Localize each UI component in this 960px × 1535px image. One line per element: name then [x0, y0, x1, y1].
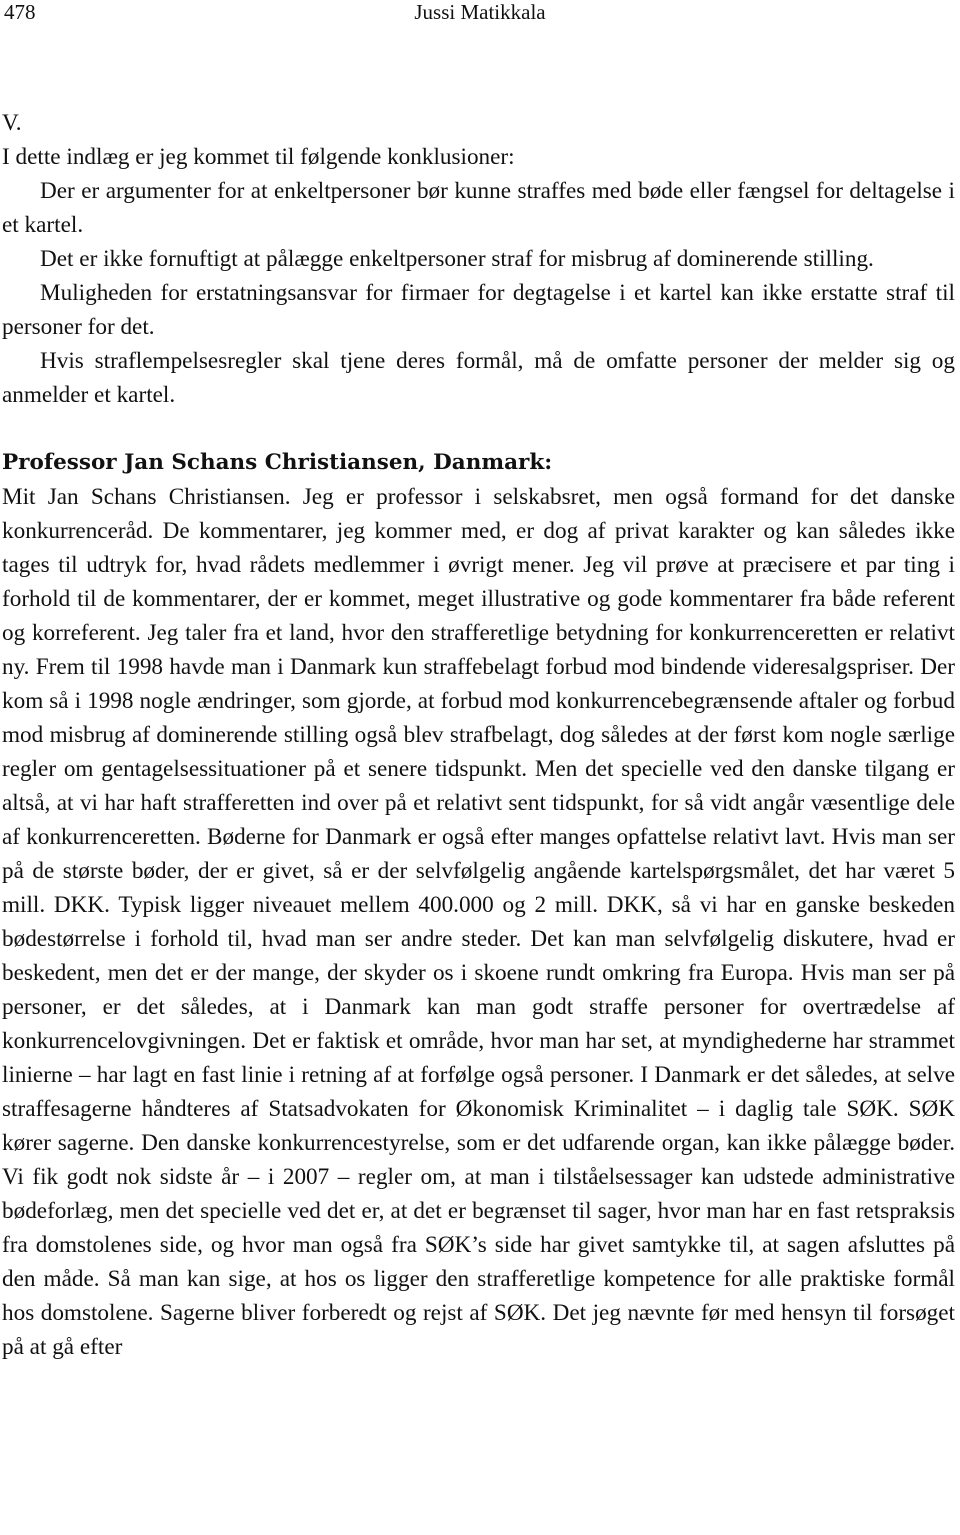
conclusion-paragraph: Det er ikke fornuftigt at pålægge enkeltpersoner straf for misbrug af dominerende stilling. — [40, 246, 874, 272]
running-header-author: Jussi Matikkala — [414, 0, 546, 24]
section-number: V. — [2, 110, 22, 136]
page-body — [2, 106, 955, 1364]
section-intro: I dette indlæg er jeg kommet til følgende konklusioner: — [2, 144, 515, 170]
conclusion-paragraph: Muligheden for erstatningsansvar for firmaer for degtagelse i et kartel kan ikke erstatte straf til personer for det. — [2, 280, 955, 340]
conclusion-paragraph: Der er argumenter for at enkeltpersoner bør kunne straffes med bøde eller fængsel for deltagelse i et kartel. — [2, 178, 955, 238]
running-header — [0, 0, 960, 30]
speaker-statement: Mit Jan Schans Christiansen. Jeg er professor i selskabsret, men også formand for det danske konkurrenceråd. De kommentarer, jeg kommer med, er dog af privat karakter og kan således ikke tages til udtryk for, hvad rådets medlemmer i øvrigt mener. Jeg vil prøve at præcisere et par ting i forhold til de kommentarer, der er kommet, meget illustrative og gode kommentarer fra både referent og korreferent. Jeg taler fra et land, hvor den strafferetlige betydning for konkurrenceretten er relativt ny. Frem til 1998 havde man i Danmark kun straffebelagt forbud mod bindende videresalgspriser. Der kom så i 1998 nogle ændringer, som gjorde, at forbud mod konkurrencebegrænsende aftaler og forbud mod misbrug af dominerende stilling også blev strafbelagt, dog således at der først kom nogle særlige regler om gentagelsessituationer på et senere tidspunkt. Men det specielle ved den danske tilgang er altså, at vi har haft strafferetten ind over på et relativt sent tidspunkt, for så vidt angår væsentlige dele af konkurrenceretten. Bøderne for Danmark er også efter manges opfattelse relativt lavt. Hvis man ser på de største bøder, der er givet, så er der selvfølgelig angående kartelspørgsmålet, det har været 5 mill. DKK. Typisk ligger niveauet mellem 400.000 og 2 mill. DKK, så vi har en ganske beskeden bødestørrelse i forhold til, hvad man ser andre steder. Det kan man selvfølgelig diskutere, hvad er beskedent, men det er der mange, der skyder os i skoene rundt omkring fra Europa. Hvis man ser på personer, er det således, at i Danmark kan man godt straffe personer for overtrædelse af konkurrencelovgivningen. Det er faktisk et område, hvor man har set, at myndighederne har strammet linierne – har lagt en fast linie i retning af at forfølge også personer. I Danmark er det således, at selve straffesagerne håndteres af Statsadvokaten for Økonomisk Kriminalitet – i daglig tale SØK. SØK kører sagerne. Den danske konkurrencestyrelse, som er det udfarende organ, kan ikke pålægge bøder. Vi fik godt nok sidste år – i 2007 – regler om, at man i tilståelsessager kan udstede administrative bødeforlæg, men det specielle ved det er, at det er begrænset til sager, hvor man har en fast retspraksis fra domstolenes side, og hvor man også fra SØK’s side har givet samtykke til, at sagen afsluttes på den måde. Så man kan sige, at hos os ligger den strafferetlige kompetence for alle praktiske formål hos domstolene. Sagerne bliver forberedt og rejst af SØK. Det jeg nævnte før med hensyn til forsøget på at gå efter — [2, 484, 955, 1360]
conclusion-paragraph: Hvis straflempelsesregler skal tjene deres formål, må de omfatte personer der melder sig og anmelder et kartel. — [2, 348, 955, 408]
page-number: 478 — [4, 0, 36, 24]
speaker-heading: Professor Jan Schans Christiansen, Danmark: — [2, 450, 553, 475]
